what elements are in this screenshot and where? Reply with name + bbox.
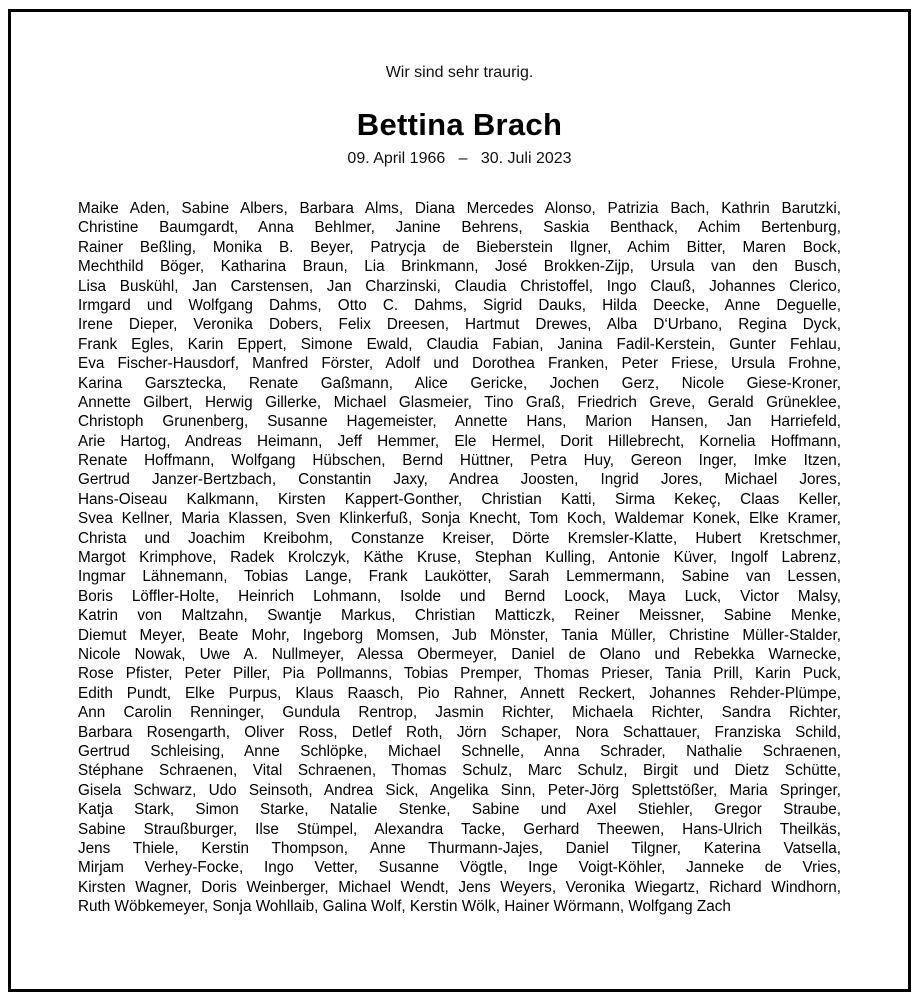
mourners-line: Renate Hoffmann, Wolfgang Hübschen, Bernd Hüttner, Petra Huy, Gereon Inger, Imke Itzen, [78,452,841,470]
mourners-line: Irene Dieper, Veronika Dobers, Felix Dreesen, Hartmut Drewes, Alba D‘Urbano, Regina Dyck, [78,316,841,334]
mourners-line: Katja Stark, Simon Starke, Natalie Stenke, Sabine und Axel Stiehler, Gregor Straube, [78,801,841,819]
mourners-line: Barbara Rosengarth, Oliver Ross, Detlef Roth, Jörn Schaper, Nora Schattauer, Franziska Schild, [78,723,841,741]
mourners-line: Christa und Joachim Kreibohm, Constanze Kreiser, Dörte Kremsler-Klatte, Hubert Kretschmer, [78,529,841,547]
mourners-line: Gertrud Janzer-Bertzbach, Constantin Jaxy, Andrea Joosten, Ingrid Jores, Michael Jores, [78,471,841,489]
mourners-line: Rose Pfister, Peter Piller, Pia Pollmanns, Tobias Premper, Thomas Prieser, Tania Prill, Karin Puck, [78,665,841,683]
mourners-line: Mirjam Verhey-Focke, Ingo Vetter, Susanne Vögtle, Inge Voigt-Köhler, Janneke de Vries, [78,859,841,877]
mourners-line: Svea Kellner, Maria Klassen, Sven Klinkerfuß, Sonja Knecht, Tom Koch, Waldemar Konek, Elke Kramer, [78,510,841,528]
mourners-line: Diemut Meyer, Beate Mohr, Ingeborg Momsen, Jub Mönster, Tania Müller, Christine Müller-Stalder, [78,626,841,644]
mourners-line: Ruth Wöbkemeyer, Sonja Wohllaib, Galina Wolf, Kerstin Wölk, Hainer Wörmann, Wolfgang Zach [78,898,731,916]
mourners-line: Jens Thiele, Kerstin Thompson, Anne Thurmann-Jajes, Daniel Tilgner, Katerina Vatsella, [78,839,841,857]
life-dates: 09. April 1966 – 30. Juli 2023 [347,150,572,167]
mourners-line: Mechthild Böger, Katharina Braun, Lia Brinkmann, José Brokken-Zijp, Ursula van den Busch, [78,258,841,276]
mourners-line: Christine Baumgardt, Anna Behlmer, Janine Behrens, Saskia Benthack, Achim Bertenburg, [78,219,841,237]
mourners-line: Katrin von Maltzahn, Swantje Markus, Christian Matticzk, Reiner Meissner, Sabine Menke, [78,607,841,625]
mourners-line: Karina Garsztecka, Renate Gaßmann, Alice Gericke, Jochen Gerz, Nicole Giese-Kroner, [78,374,841,392]
notice-frame [8,9,911,992]
mourners-line: Hans-Oiseau Kalkmann, Kirsten Kappert-Gonther, Christian Katti, Sirma Kekeç, Claas Keller, [78,490,841,508]
mourners-line: Eva Fischer-Hausdorf, Manfred Förster, Adolf und Dorothea Franken, Peter Friese, Ursula Frohne, [78,355,841,373]
mourners-line: Arie Hartog, Andreas Heimann, Jeff Hemmer, Ele Hermel, Dorit Hillebrecht, Kornelia Hoffmann, [78,432,841,450]
mourners-line: Margot Krimphove, Radek Krolczyk, Käthe Kruse, Stephan Kulling, Antonie Küver, Ingolf Labrenz, [78,549,841,567]
mourners-line: Annette Gilbert, Herwig Gillerke, Michael Glasmeier, Tino Graß, Friedrich Greve, Gerald Grüneklee, [78,393,841,411]
mourners-line: Rainer Beßling, Monika B. Beyer, Patrycja de Bieberstein Ilgner, Achim Bitter, Maren Bock, [78,238,841,256]
deceased-name: Bettina Brach [356,107,563,142]
mourners-line: Kirsten Wagner, Doris Weinberger, Michael Wendt, Jens Weyers, Veronika Wiegartz, Richard Windhorn, [78,878,841,896]
mourners-line: Nicole Nowak, Uwe A. Nullmeyer, Alessa Obermeyer, Daniel de Olano und Rebekka Warnecke, [78,645,841,663]
mourners-line: Gisela Schwarz, Udo Seinsoth, Andrea Sick, Angelika Sinn, Peter-Jörg Splettstößer, Maria Springer, [78,781,841,799]
mourners-list [78,199,841,916]
mourners-line: Ingmar Lähnemann, Tobias Lange, Frank Laukötter, Sarah Lemmermann, Sabine van Lessen, [78,568,841,586]
mourners-line: Gertrud Schleising, Anne Schlöpke, Michael Schnelle, Anna Schrader, Nathalie Schraenen, [78,742,841,760]
mourners-line: Christoph Grunenberg, Susanne Hagemeister, Annette Hans, Marion Hansen, Jan Harriefeld, [78,413,841,431]
intro-text: Wir sind sehr traurig. [385,64,534,81]
mourners-line: Stéphane Schraenen, Vital Schraenen, Thomas Schulz, Marc Schulz, Birgit und Dietz Schütte, [78,762,841,780]
mourners-line: Edith Pundt, Elke Purpus, Klaus Raasch, Pio Rahner, Annett Reckert, Johannes Rehder-Plümpe, [78,684,841,702]
mourners-line: Maike Aden, Sabine Albers, Barbara Alms, Diana Mercedes Alonso, Patrizia Bach, Kathrin Barutzki, [78,200,841,217]
mourners-line: Sabine Straußburger, Ilse Stümpel, Alexandra Tacke, Gerhard Theewen, Hans-Ulrich Theilkäs, [78,820,841,838]
mourners-line: Lisa Buskühl, Jan Carstensen, Jan Charzinski, Claudia Christoffel, Ingo Clauß, Johannes Clerico, [78,277,841,295]
mourners-line: Irmgard und Wolfgang Dahms, Otto C. Dahms, Sigrid Dauks, Hilda Deecke, Anne Deguelle, [78,296,841,314]
mourners-line: Frank Egles, Karin Eppert, Simone Ewald, Claudia Fabian, Janina Fadil-Kerstein, Gunter Fehlau, [78,335,841,353]
mourners-line: Boris Löffler-Holte, Heinrich Lohmann, Isolde und Bernd Loock, Maya Luck, Victor Malsy, [78,587,841,605]
mourners-line: Ann Carolin Renninger, Gundula Rentrop, Jasmin Richter, Michaela Richter, Sandra Richter, [78,704,841,722]
